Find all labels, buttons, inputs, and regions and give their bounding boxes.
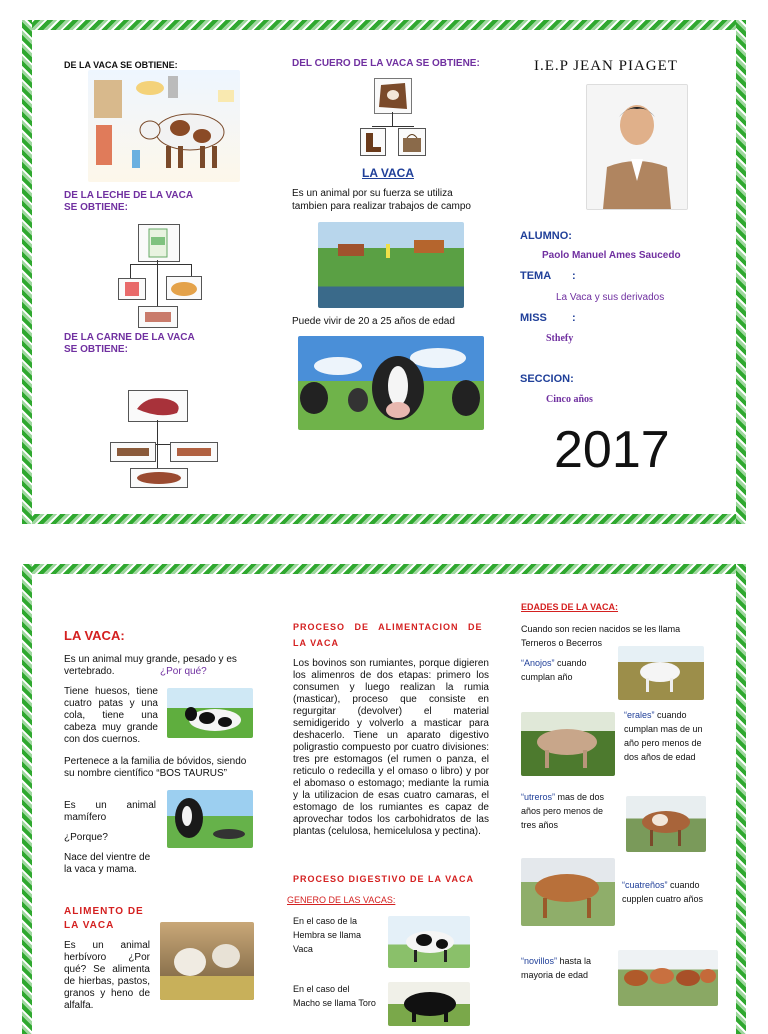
beef-cut-box	[128, 390, 188, 422]
milk-product-box	[138, 224, 180, 262]
front-desc-line1: Es un animal por su fuerza se utiliza	[292, 188, 453, 199]
macho-line1: En el caso del	[293, 984, 350, 994]
diagram-line	[157, 260, 158, 306]
year: 2017	[554, 421, 670, 479]
garland-border-left	[22, 20, 32, 524]
cow-closeup-photo	[167, 790, 253, 848]
anojos-line2: cumplan año	[521, 672, 573, 682]
back-p1b: vertebrado.	[64, 666, 115, 677]
hembra-line2: Hembra se llama	[293, 930, 362, 940]
back-panel	[22, 564, 746, 1034]
leather-bag-box	[398, 128, 426, 156]
erales-text: cuando	[654, 710, 687, 720]
back-p5: ¿Porque?	[64, 832, 108, 843]
garland-border-bottom	[22, 514, 746, 524]
cuatrenos-name: “cuatreños”	[622, 880, 668, 890]
tema-label: TEMA	[520, 270, 552, 282]
back-p2: Tiene huesos, tiene cuatro patas y una cola, tiene una cabeza muy grande con dos cuernos.	[64, 686, 158, 745]
hembra-line3: Vaca	[293, 944, 313, 954]
hembra-line1: En el caso de la	[293, 916, 358, 926]
cows-field-photo	[298, 336, 484, 430]
novillos-line2: mayoria de edad	[521, 970, 589, 980]
macho-line2: Macho se llama Toro	[293, 998, 376, 1008]
diagram-line	[130, 264, 192, 265]
skewer-box	[170, 442, 218, 462]
anojo-calf-photo	[618, 646, 704, 700]
seccion-value: Cinco años	[546, 394, 593, 405]
cow-products-illustration	[88, 70, 240, 182]
erales-name: “erales”	[624, 710, 655, 720]
cowhide-box	[374, 78, 412, 114]
erales-line1	[624, 710, 687, 720]
student-photo	[586, 84, 688, 210]
front-desc-line2: tambien para realizar trabajos de campo	[292, 201, 471, 212]
garland-border-right	[736, 20, 746, 524]
back-p6: Nace del vientre de la vaca y mama.	[64, 852, 151, 875]
edades-title: EDADES DE LA VACA:	[521, 602, 619, 612]
garland-border-top	[22, 564, 746, 574]
miss-label: MISS	[520, 312, 547, 324]
carne-heading-line2: SE OBTIENE:	[64, 344, 128, 355]
bull-photo	[388, 982, 470, 1026]
cheese-box	[166, 276, 202, 300]
erales-line3: año pero menos de	[624, 738, 702, 748]
alimento-title-line2: LA VACA	[64, 920, 115, 931]
steak-plate-box	[130, 468, 188, 488]
tema-value: La Vaca y sus derivados	[556, 292, 665, 303]
alumno-label: ALUMNO:	[520, 230, 572, 242]
garland-border-right	[736, 564, 746, 1034]
novillos-name: “novillos”	[521, 956, 558, 966]
vaca-obtiene-heading: DE LA VACA SE OBTIENE:	[64, 60, 178, 70]
seccion-label: SECCION:	[520, 373, 574, 385]
school-name: I.E.P JEAN PIAGET	[534, 58, 678, 74]
eral-cow-photo	[521, 712, 615, 776]
tema-colon: :	[572, 270, 576, 282]
alumno-value: Paolo Manuel Ames Saucedo	[542, 250, 681, 261]
proceso-title-line1: PROCESO DE ALIMENTACION DE	[293, 622, 483, 632]
anojos-text: cuando	[554, 658, 587, 668]
erales-line2: cumplan mas de un	[624, 724, 703, 734]
cow-lying-photo	[167, 688, 253, 738]
utreros-line3: tres años	[521, 820, 559, 830]
yogurt-box	[118, 278, 146, 300]
miss-colon: :	[572, 312, 576, 324]
diagram-line	[130, 264, 131, 278]
garland-border-top	[22, 20, 746, 30]
recien-line2: Terneros o Becerros	[521, 638, 603, 648]
novillos-line1	[521, 956, 591, 966]
cuatreno-cow-photo	[521, 858, 615, 926]
back-title: LA VACA:	[64, 628, 125, 643]
front-panel	[22, 20, 746, 524]
novillos-herd-photo	[618, 950, 718, 1006]
grilled-meat-box	[110, 442, 156, 462]
proceso-title-line2: LA VACA	[293, 638, 339, 648]
back-p4: Es un animal mamífero	[64, 800, 156, 823]
utreros-text: mas de dos	[555, 792, 605, 802]
anojos-name: “Anojos”	[521, 658, 555, 668]
garland-border-left	[22, 564, 32, 1034]
utreros-name: “utreros”	[521, 792, 556, 802]
alimento-title-line1: ALIMENTO DE	[64, 906, 144, 917]
utreros-line2: años pero menos de	[521, 806, 604, 816]
field-work-photo	[318, 222, 464, 308]
carne-heading-line1: DE LA CARNE DE LA VACA	[64, 332, 195, 343]
cows-eating-photo	[160, 922, 254, 1000]
leche-heading-line2: SE OBTIENE:	[64, 202, 128, 213]
novillos-text: hasta la	[557, 956, 592, 966]
recien-line1: Cuando son recien nacidos se les llama	[521, 624, 681, 634]
cuatrenos-line2: cupplen cuatro años	[622, 894, 704, 904]
diagram-line	[372, 126, 414, 127]
life-span-text: Puede vivir de 20 a 25 años de edad	[292, 316, 455, 327]
front-title: LA VACA	[362, 166, 414, 180]
alimento-text: Es un animal herbívoro ¿Por qué? Se alimenta de hierbas, pastos, granos y heno de alfalfa.	[64, 940, 150, 1011]
back-p3: Pertenece a la familia de bóvidos, siendo su nombre científico “BOS TAURUS”	[64, 756, 247, 779]
leather-boots-box	[360, 128, 386, 156]
leche-heading-line1: DE LA LECHE DE LA VACA	[64, 190, 194, 201]
proceso-text: Los bovinos son rumiantes, porque digieren los alimenros de dos etapas: primero los consumen y luego realizan la rumia (masticar), proceso que consiste en regurgitar (devolver) el material semidigerido y volverlo a masticar para deshacerlo. Tiene un aparato digestivo poligrastio compuesto por cuatro divisiones: tres pre estomagos (el rumen o panza, el reticulo o redecilla y el omaso o libro) y por el abomaso o estomago; mediante la rumia y la utilizacion de esas cuatro camaras, el estomago de los rumiantes es capaz de aprovechar todos los carbohidratos de las plantas (celulosa, hemicelulosa y pectina).	[293, 658, 489, 837]
digestivo-title: PROCESO DIGESTIVO DE LA VACA	[293, 874, 475, 884]
female-cow-photo	[388, 916, 470, 968]
utreros-line1	[521, 792, 604, 802]
back-p1a: Es un animal muy grande, pesado y es	[64, 654, 237, 665]
back-p1-question: ¿Por qué?	[160, 666, 207, 677]
erales-line4: dos años de edad	[624, 752, 696, 762]
diagram-line	[392, 112, 393, 126]
cuatrenos-line1	[622, 880, 700, 890]
cuero-heading: DEL CUERO DE LA VACA SE OBTIENE:	[292, 58, 480, 69]
cuatrenos-text: cuando	[667, 880, 700, 890]
utrero-bull-photo	[626, 796, 706, 852]
genero-title: GENERO DE LAS VACAS:	[287, 895, 396, 905]
butter-box	[138, 306, 178, 328]
miss-value: Sthefy	[546, 333, 574, 344]
anojos-line1	[521, 658, 587, 668]
